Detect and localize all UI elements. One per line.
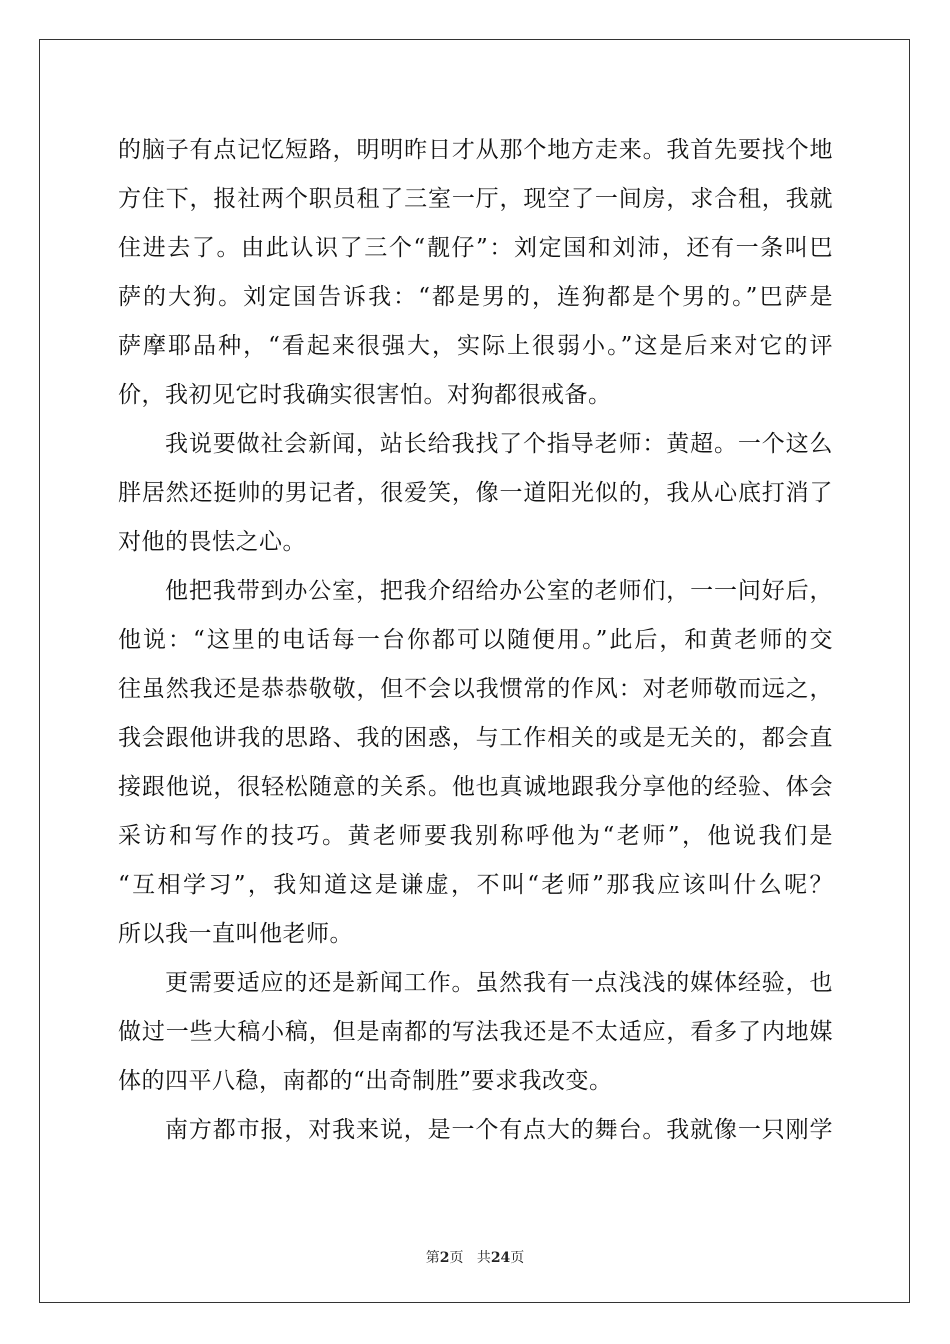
text-line: 往虽然我还是恭恭敬敬，但不会以我惯常的作风：对老师敬而远之， (118, 676, 833, 702)
text-line: 更需要适应的还是新闻工作。虽然我有一点浅浅的媒体经验，也 (165, 970, 833, 996)
paragraph (118, 126, 833, 420)
text-line: 接跟他说，很轻松随意的关系。他也真诚地跟我分享他的经验、体会 (118, 774, 833, 800)
footer-prefix: 第 (425, 1250, 440, 1266)
text-line: 方住下，报社两个职员租了三室一厅，现空了一间房，求合租，我就 (118, 186, 833, 212)
text-line: 萨摩耶品种，“看起来很强大，实际上很弱小。”这是后来对它的评 (118, 333, 833, 359)
text-line: 体的四平八稳，南都的“出奇制胜”要求我改变。 (118, 1068, 613, 1094)
text-line: 他说：“这里的电话每一台你都可以随便用。”此后，和黄老师的交 (118, 627, 833, 653)
page-footer (0, 1248, 950, 1268)
text-line: 的脑子有点记忆短路，明明昨日才从那个地方走来。我首先要找个地 (118, 137, 833, 163)
paragraph (118, 567, 833, 959)
text-line: 住进去了。由此认识了三个“靓仔”：刘定国和刘沛，还有一条叫巴 (118, 235, 833, 261)
paragraph (118, 1106, 833, 1155)
text-line: “互相学习”，我知道这是谦虚，不叫“老师”那我应该叫什么呢？ (118, 872, 833, 898)
text-line: 胖居然还挺帅的男记者，很爱笑，像一道阳光似的，我从心底打消了 (118, 480, 833, 506)
text-line: 南方都市报，对我来说，是一个有点大的舞台。我就像一只刚学 (165, 1117, 833, 1143)
footer-total-prefix: 共 (476, 1250, 491, 1266)
text-line: 我会跟他讲我的思路、我的困惑，与工作相关的或是无关的，都会直 (118, 725, 833, 751)
text-line: 对他的畏怯之心。 (118, 529, 306, 555)
text-line: 做过一些大稿小稿，但是南都的写法我还是不太适应，看多了内地媒 (118, 1019, 833, 1045)
text-line: 萨的大狗。刘定国告诉我：“都是男的，连狗都是个男的。”巴萨是 (118, 284, 833, 310)
text-line: 我说要做社会新闻，站长给我找了个指导老师：黄超。一个这么 (165, 431, 833, 457)
footer-page-suffix: 页 (449, 1250, 464, 1266)
footer-total-suffix: 页 (510, 1250, 525, 1266)
text-line: 他把我带到办公室，把我介绍给办公室的老师们，一一问好后， (165, 578, 833, 604)
text-line: 所以我一直叫他老师。 (118, 921, 353, 947)
body-text (118, 126, 833, 1155)
current-page-number: 2 (439, 1250, 450, 1266)
paragraph (118, 959, 833, 1106)
text-line: 采访和写作的技巧。黄老师要我别称呼他为“老师”，他说我们是 (118, 823, 833, 849)
total-page-number: 24 (490, 1250, 511, 1266)
text-line: 价，我初见它时我确实很害怕。对狗都很戒备。 (118, 382, 612, 408)
paragraph (118, 420, 833, 567)
